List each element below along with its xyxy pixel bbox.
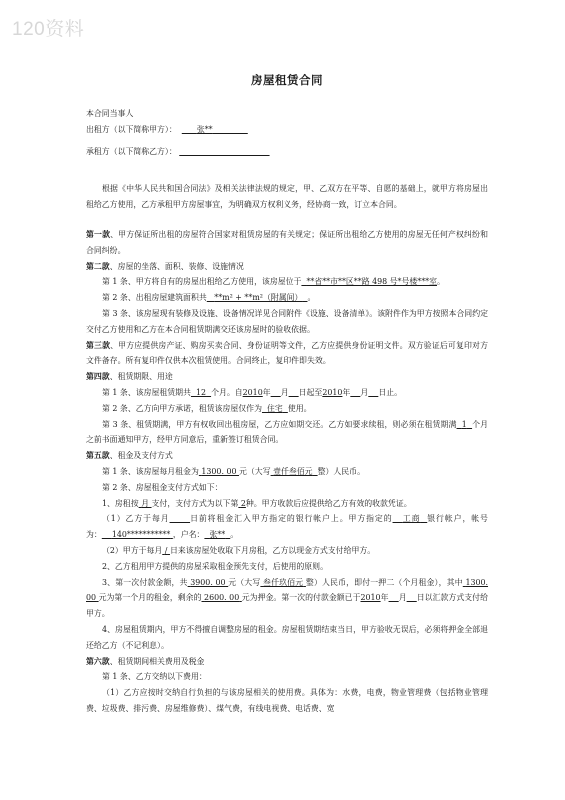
article-5-item-1-2: （2）甲方于每月 / 日来该房屋处收取下月房租，乙方以现金方式支付给甲方。 [102,545,376,555]
article-2-clause-1: 第 1 条、甲方将自有的房屋出租给乙方使用，该房屋位于 **省**市**区**路 498 号*号楼***室。 [102,277,445,287]
article-5-clause-1: 第 1 条、该房屋每月租金为 1300. 00 元（大写 壹仟叁佰元 整）人民币。 [102,466,365,476]
article-5-item-1-1: （1）乙方于每月 日前将租金汇入甲方指定的银行帐户上。甲方指定的 工商 银行帐户，帐号为： 140*********** ，户名： 张** 。 [86,514,488,540]
article-2-clause-3: 第 3 条、该房屋现有装修及设施、设备情况详见合同附件《设施、设备清单》。该附件作为甲方按照本合同约定交付乙方使用和乙方在本合同租赁期满交还该房屋时的验收依据。 [86,308,488,334]
article-5-clause-2: 第 2 条、房屋租金支付方式如下： [102,482,223,492]
article-3: 第三款、甲方应提供房产证、购房买卖合同、身份证明等文件，乙方应提供身份证明文件。双方验证后可复印对方文件备存。所有复印件仅供本次租赁使用。合同终止，复印件即失效。 [86,340,488,366]
article-4-clause-2: 第 2 条、乙方向甲方承诺，租赁该房屋仅作为 住宅 使用。 [102,403,312,413]
lessor-value: 张** [196,124,213,134]
article-5-item-4: 4、房屋租赁期内，甲方不得擅自调整房屋的租金。房屋租赁期结束当日，甲方验收无误后，必须将押金全部退还给乙方（不记利息）。 [86,624,488,650]
lessee-label: 承租方（以下简称乙方）： [86,146,177,156]
watermark-logo: 120资料 [12,19,85,40]
article-4-heading: 第四款、租赁期限、用途 [86,372,173,382]
article-6-clause-1: 第 1 条、乙方交纳以下费用： [102,672,207,682]
article-5-item-1: 1、房租按 月 支付，支付方式为以下第 2种。甲方收款后应提供给乙方有效的收款凭证。 [102,498,412,508]
article-2-clause-2: 第 2 条、出租房屋建筑面积共 **m² + **m²（附属间） 。 [102,293,316,303]
article-5-item-3: 3、第一次付款金额，共 3900. 00 元（大写 叁仟玖佰元 整）人民币，即付一押二（个月租金），其中 1300. 00 元为第一个月的租金，剩余的 2600. 00 元为押金。第一次的付款金额已于2010年 月 日以汇款方式支付给甲方。 [86,577,489,619]
article-4-clause-1: 第 1 条、该房屋租赁期共 12 个月。自2010年 月 日起至2010年 月 日止。 [102,387,403,397]
lessor-line [86,122,488,138]
lessee-line [86,144,488,160]
article-2-heading: 第二款、房屋的坐落、面积、装修、设施情况 [86,261,244,271]
lessor-label: 出租方（以下简称甲方）： [86,124,177,134]
article-4-clause-3: 第 3 条、租赁期满，甲方有权收回出租房屋，乙方应如期交还。乙方如要求续租，则必须在租赁期满 1 个月之前书面通知甲方，经甲方同意后，重新签订租赁合同。 [86,419,488,445]
article-6-heading: 第六款、租赁期间相关费用及税金 [86,656,205,666]
lessee-value [179,147,269,156]
document-title: 房屋租赁合同 [251,73,323,87]
preamble: 根据《中华人民共和国合同法》及相关法律法规的规定，甲、乙双方在平等、自愿的基础上，就甲方将房屋出租给乙方使用，乙方承租甲方房屋事宜，为明确双方权利义务，经协商一致，订立本合同。 [86,184,488,210]
article-5-item-2: 2、乙方租用甲方提供的房屋采取租金预先支付，后使用的原则。 [102,561,328,571]
parties-intro: 本合同当事人 [86,109,134,118]
article-1: 第一款、甲方保证所出租的房屋符合国家对租赁房屋的有关规定；保证所出租给乙方使用的房屋无任何产权纠纷和合同纠纷。 [86,229,488,255]
article-5-heading: 第五款、租金及支付方式 [86,451,173,461]
contract-document [86,72,488,717]
article-6-item-1: （1）乙方应按时交纳自行负担的与该房屋相关的使用费。具体为：水费，电费，物业管理费（包括物业管理费、垃圾费、排污费、房屋维修费）、煤气费，有线电视费、电话费、宽 [86,688,488,713]
